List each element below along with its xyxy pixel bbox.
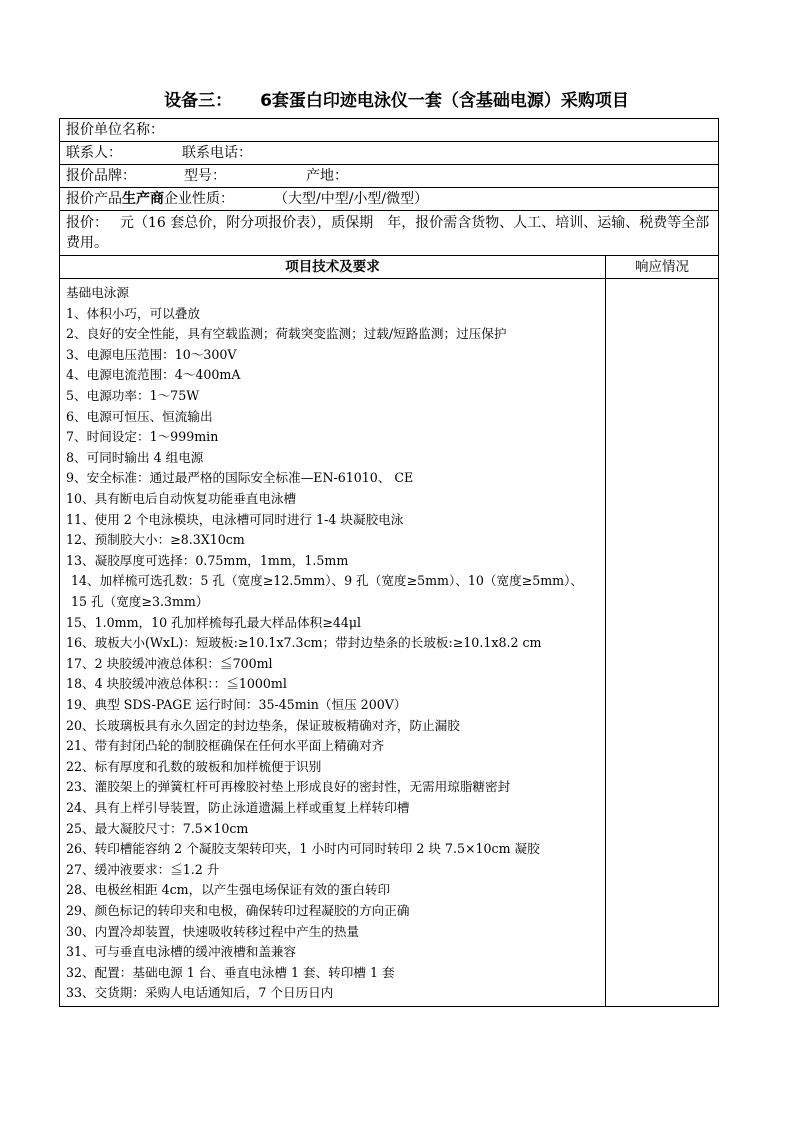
nature-options: （大型/中型/小型/微型）: [274, 191, 429, 207]
list-item: 27、缓冲液要求：≦1.2 升: [66, 861, 220, 877]
list-item: 25、最大凝胶尺寸：7.5×10cm: [66, 820, 249, 836]
nature-prefix: 报价产品: [66, 191, 122, 207]
nature-manufacturer: 生产商: [122, 191, 164, 207]
list-item: 32、配置：基础电源 1 台、垂直电泳槽 1 套、转印槽 1 套: [66, 964, 395, 980]
response-header: 响应情况: [606, 256, 719, 279]
list-item: 20、长玻璃板具有永久固定的封边垫条，保证玻板精确对齐，防止漏胶: [66, 717, 460, 733]
table-header-row: [60, 256, 719, 279]
list-item: 5、电源功率：1～75W: [66, 388, 200, 404]
list-item: 1、体积小巧，可以叠放: [66, 305, 200, 321]
page-title: [0, 86, 793, 111]
row-price: [60, 211, 719, 256]
list-item: 30、内置冷却装置，快速吸收转移过程中产生的热量: [66, 923, 360, 939]
list-item: 18、4 块胶缓冲液总体积：：≦1000ml: [66, 676, 287, 692]
list-item: 9、安全标准：通过最严格的国际安全标准—EN-61010、 CE: [66, 470, 414, 486]
list-item: 基础电泳源: [66, 285, 129, 301]
list-item: 23、灌胶架上的弹簧杠杆可再橡胶衬垫上形成良好的密封性，无需用琼脂糖密封: [66, 779, 511, 795]
list-item: 29、颜色标记的转印夹和电极，确保转印过程凝胶的方向正确: [66, 902, 410, 918]
list-item: 12、预制胶大小：≥8.3X10cm: [66, 532, 245, 548]
row-quote-unit: [60, 119, 719, 142]
list-item: 2、良好的安全性能，具有空载监测；荷载突变监测；过载/短路监测；过压保护: [66, 326, 507, 342]
nature-suffix: 企业性质：: [164, 191, 234, 207]
requirements-row: [60, 279, 719, 1007]
procurement-table: [59, 118, 719, 1007]
requirements-list: [66, 281, 599, 1004]
contact-label: 联系人：: [66, 145, 122, 161]
row-contact: [60, 142, 719, 165]
row-brand: [60, 165, 719, 188]
list-item: 33、交货期：采购人电话通知后，7 个日历日内: [66, 985, 334, 1001]
list-item: 26、转印槽能容纳 2 个凝胶支架转印夹，1 小时内可同时转印 2 块 7.5×10cm 凝胶: [66, 841, 540, 857]
list-item: 14、加样梳可选孔数：5 孔（宽度≥12.5mm）、9 孔（宽度≥5mm）、10（宽度≥5mm）、15 孔（宽度≥3.3mm）: [71, 573, 583, 610]
list-item: 28、电极丝相距 4cm，以产生强电场保证有效的蛋白转印: [66, 882, 391, 898]
model-label: 型号：: [184, 168, 226, 184]
response-cell: [606, 279, 719, 1007]
list-item: 8、可同时输出 4 组电源: [66, 449, 204, 465]
price-text: 元（16 套总价，附分项报价表），质保期 年，报价需含货物、人工、培训、运输、税费等全部费用。: [66, 215, 710, 251]
brand-label: 报价品牌：: [66, 168, 136, 184]
origin-label: 产地：: [306, 168, 348, 184]
list-item: 7、时间设定：1～999min: [66, 429, 219, 445]
title-prefix: 设备三：: [164, 91, 233, 111]
list-item: 17、2 块胶缓冲液总体积：≦700ml: [66, 655, 273, 671]
list-item: 6、电源可恒压、恒流输出: [66, 408, 213, 424]
list-item: 4、电源电流范围：4～400mA: [66, 367, 241, 383]
list-item: 31、可与垂直电泳槽的缓冲液槽和盖兼容: [66, 944, 297, 960]
list-item: 15、1.0mm，10 孔加样梳每孔最大样品体积≥44μl: [66, 614, 362, 630]
list-item: 3、电源电压范围：10～300V: [66, 346, 237, 362]
title-main: 6套蛋白印迹电泳仪一套（含基础电源）采购项目: [260, 91, 629, 111]
list-item: 22、标有厚度和孔数的玻板和加样梳便于识别: [66, 758, 322, 774]
list-item: 21、带有封闭凸轮的制胶框确保在任何水平面上精确对齐: [66, 738, 385, 754]
phone-label: 联系电话：: [182, 145, 252, 161]
list-item: 19、典型 SDS-PAGE 运行时间：35-45min（恒压 200V）: [66, 696, 407, 712]
list-item: 10、具有断电后自动恢复功能垂直电泳槽: [66, 491, 297, 507]
list-item: 13、凝胶厚度可选择：0.75mm，1mm，1.5mm: [66, 552, 349, 568]
requirements-cell: [60, 279, 606, 1007]
price-label: 报价：: [66, 215, 108, 231]
list-item: 24、具有上样引导装置，防止泳道遗漏上样或重复上样转印槽: [66, 799, 410, 815]
list-item: 11、使用 2 个电泳模块，电泳槽可同时进行 1-4 块凝胶电泳: [66, 511, 404, 527]
list-item: 16、玻板大小(WxL)：短玻板:≥10.1x7.3cm；带封边垫条的长玻板:≥10.1x8.2 cm: [66, 635, 542, 651]
requirements-header: 项目技术及要求: [60, 256, 606, 279]
quote-unit-label: 报价单位名称：: [66, 122, 164, 138]
row-enterprise-nature: [60, 188, 719, 211]
